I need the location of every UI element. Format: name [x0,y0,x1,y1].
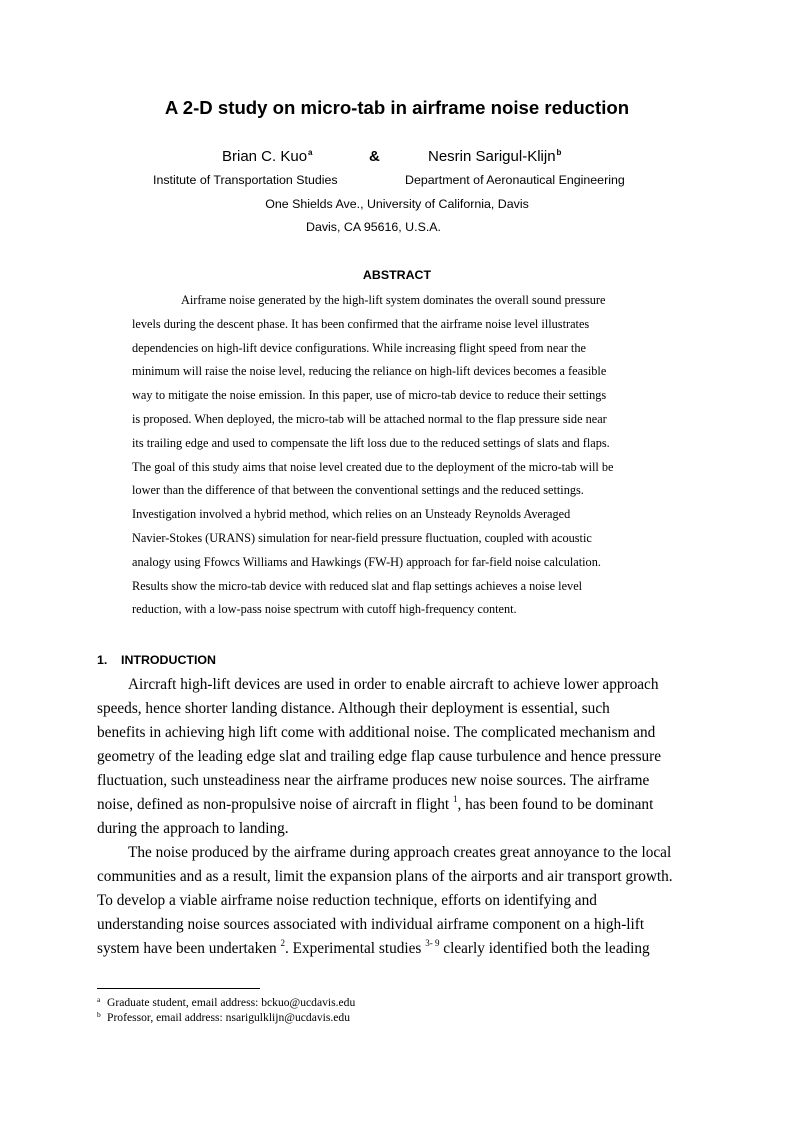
abstract-line: reduction, with a low-pass noise spectrum with cutoff high-frequency content. [132,602,517,617]
footnote: b Professor, email address: nsarigulklijn@ucdavis.edu [97,1010,351,1024]
abstract-line: Investigation involved a hybrid method, which relies on an Unsteady Reynolds Averaged [132,507,571,522]
body-line [97,937,697,961]
abstract-body [132,289,672,622]
body-line: speeds, hence shorter landing distance. Although their deployment is essential, such [97,700,610,717]
body-line: communities and as a result, limit the expansion plans of the airports and air transport growth. [97,868,673,885]
text-run: , has been found to be dominant [457,796,654,813]
body-line [97,793,697,817]
abstract-line: Airframe noise generated by the high-lift system dominates the overall sound pressure [181,293,606,307]
abstract-line: minimum will raise the noise level, reducing the reliance on high-lift devices becomes a feasible [132,364,607,379]
abstract-line: lower than the difference of that between the conventional settings and the reduced settings. [132,483,584,498]
abstract-line: Navier-Stokes (URANS) simulation for near-field pressure fluctuation, coupled with acoustic [132,530,592,545]
abstract-line: is proposed. When deployed, the micro-tab will be attached normal to the flap pressure side near [132,411,607,426]
text-run: noise, defined as non-propulsive noise of aircraft in flight [97,796,453,813]
body-line: geometry of the leading edge slat and trailing edge flap cause turbulence and hence pressure [97,748,662,765]
abstract-line: Results show the micro-tab device with reduced slat and flap settings achieves a noise level [132,578,583,593]
author-name: Brian C. Kuo [222,148,308,165]
author-separator: & [369,148,380,165]
body-line: understanding noise sources associated with individual airframe component on a high-lift [97,916,645,933]
author-sarigul-klijn [428,148,561,165]
body-line: during the approach to landing. [97,820,289,837]
abstract-line: way to mitigate the noise emission. In this paper, use of micro-tab device to reduce their settings [132,388,607,403]
abstract-line: dependencies on high-lift device configurations. While increasing flight speed from near the [132,340,586,355]
affiliation-mark: b [556,148,562,157]
abstract-line: The goal of this study aims that noise level created due to the deployment of the micro-tab will be [132,459,614,474]
affiliation-aero: Department of Aeronautical Engineering [405,173,625,187]
section-heading-introduction [97,653,216,667]
body-line: The noise produced by the airframe during approach creates great annoyance to the local [128,844,672,861]
body-line: Aircraft high-lift devices are used in order to enable aircraft to achieve lower approach [128,676,659,693]
affiliation-its: Institute of Transportation Studies [153,173,338,187]
section-number: 1. [97,653,108,667]
text-run: clearly identified both the leading [439,940,650,957]
footnote: a Graduate student, email address: bckuo@ucdavis.edu [97,995,356,1009]
affiliation-mark: a [308,148,313,157]
footnote-text: Professor, email address: nsarigulklijn@ucdavis.edu [107,1011,351,1024]
footnote-text: Graduate student, email address: bckuo@ucdavis.edu [107,996,356,1009]
footnote-divider [97,988,260,989]
abstract-line: its trailing edge and used to compensate the lift loss due to the reduced settings of slats and flaps. [132,435,610,450]
abstract-line: analogy using Ffowcs Williams and Hawkings (FW-H) approach for far-field noise calculation. [132,554,601,569]
citation-ref: 3- 9 [425,938,440,948]
introduction-body [97,673,697,961]
section-title: INTRODUCTION [121,653,216,667]
abstract-line: levels during the descent phase. It has been confirmed that the airframe noise level illustrates [132,316,590,331]
citation-ref: 1 [452,794,458,804]
citation-ref: 2 [280,938,285,948]
address-line-1: One Shields Ave., University of California, Davis [265,197,529,211]
body-line: To develop a viable airframe noise reduction technique, efforts on identifying and [97,892,597,909]
body-line: fluctuation, such unsteadiness near the airframe produces new noise sources. The airframe [97,772,650,789]
address-line-2: Davis, CA 95616, U.S.A. [306,220,441,234]
text-run: . Experimental studies [285,940,426,957]
text-run: system have been undertaken [97,940,281,957]
paper-title: A 2-D study on micro-tab in airframe noise reduction [164,97,630,118]
body-line: benefits in achieving high lift come with additional noise. The complicated mechanism and [97,724,656,741]
author-kuo [222,148,313,165]
abstract-heading: ABSTRACT [362,268,432,282]
author-name: Nesrin Sarigul-Klijn [428,148,556,165]
footnotes [97,995,355,1025]
